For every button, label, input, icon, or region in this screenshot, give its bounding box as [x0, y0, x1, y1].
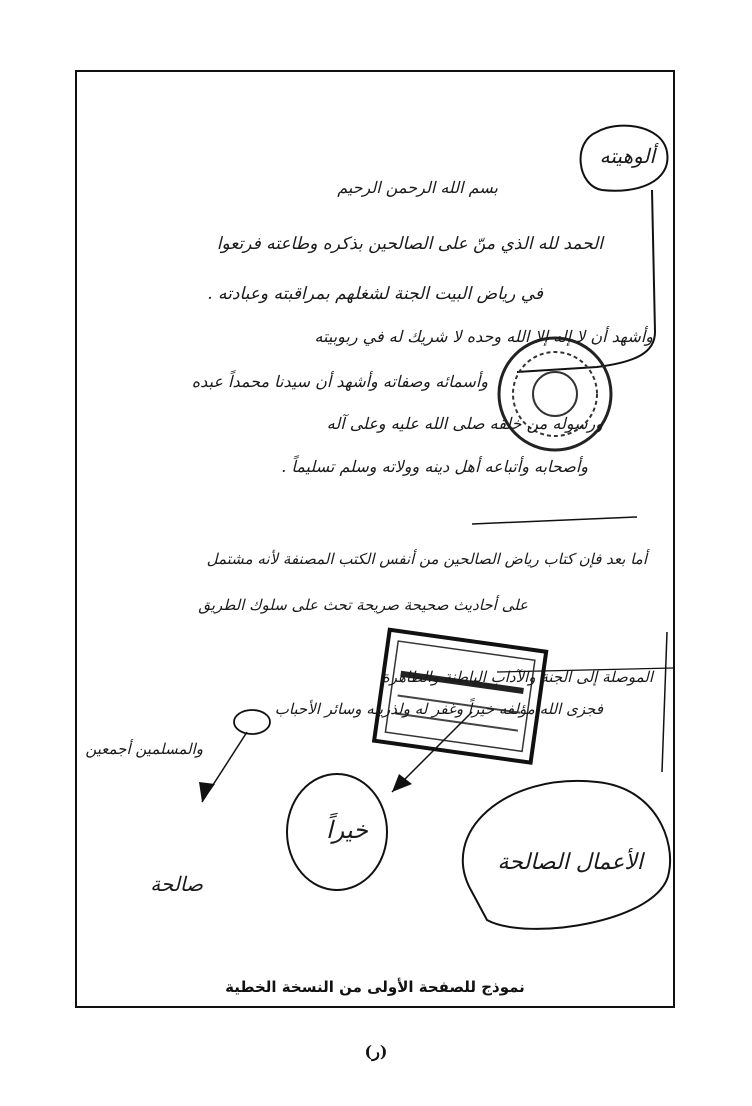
manuscript-frame: [75, 70, 675, 1008]
connector-line-bottom: [662, 632, 667, 772]
manuscript-line-5: ورسوله من خلقه صلى الله عليه وعلى آله: [326, 414, 603, 433]
bubble-amal-text: الأعمال الصالحة: [497, 850, 643, 875]
circular-seal: [499, 338, 611, 450]
manuscript-line-10: فجزى الله مؤلفه خيراً وغفر له ولذريته وسائر الأحباب: [274, 700, 603, 718]
manuscript-line-4: وأسمائه وصفاته وأشهد أن سيدنا محمداً عبده: [191, 372, 488, 391]
divider-line: [472, 517, 637, 524]
margin-label-top: ألوهيته: [599, 144, 655, 168]
manuscript-line-1: الحمد لله الذي منّ على الصالحين بذكره وطاعته فرتعوا: [216, 234, 603, 254]
figure-caption: نموذج للصفحة الأولى من النسخة الخطية: [225, 978, 525, 996]
page-number: (ر): [364, 1042, 388, 1061]
bubble-khayran-text: خيراً: [326, 816, 368, 844]
signature: صالحة: [150, 872, 203, 896]
basmala-line: بسم الله الرحمن الرحيم: [337, 178, 498, 197]
small-circle-marker: [234, 710, 270, 734]
manuscript-line-3: وأشهد أن لا إله إلا الله وحده لا شريك له في ربوبيته: [314, 327, 653, 346]
arrowhead-left: [199, 782, 215, 802]
manuscript-line-2: في رياض البيت الجنة لشغلهم بمراقبته وعبادته .: [207, 284, 543, 304]
manuscript-line-9: الموصلة إلى الجنة والآداب الباطنة والظاهرة: [381, 668, 653, 686]
rectangular-stamp: [374, 630, 546, 763]
manuscript-line-8: على أحاديث صحيحة صريحة تحث على سلوك الطريق: [198, 596, 528, 614]
manuscript-line-7: أما بعد فإن كتاب رياض الصالحين من أنفس الكتب المصنفة لأنه مشتمل: [206, 550, 647, 568]
manuscript-line-6: وأصحابه وأتباعه أهل دينه وولاته وسلم تسليماً .: [281, 457, 588, 476]
arrowhead-middle: [392, 774, 412, 792]
manuscript-line-11: والمسلمين أجمعين: [85, 740, 203, 758]
